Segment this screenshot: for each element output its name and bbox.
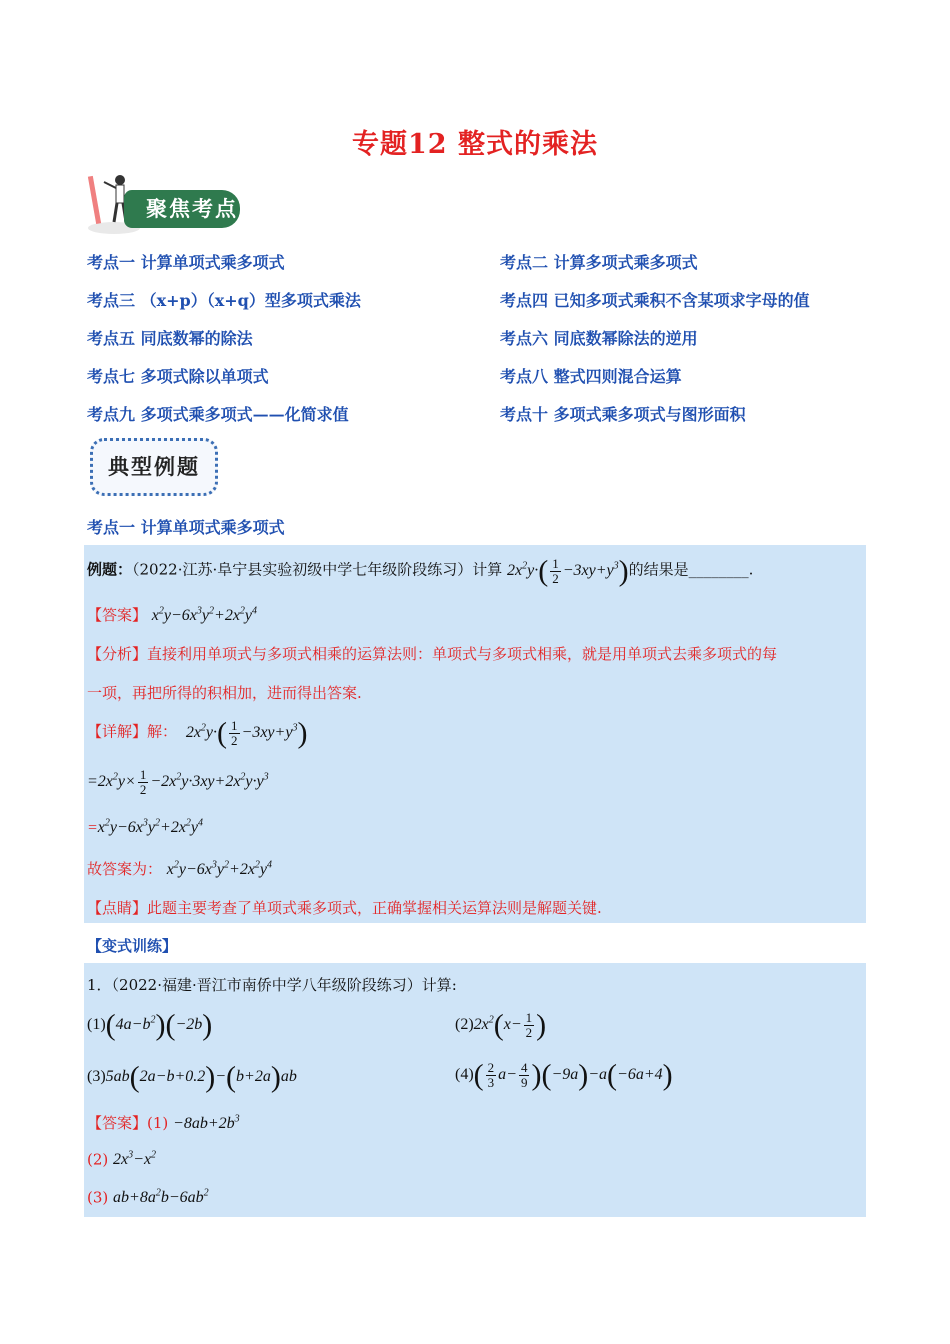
toc-item[interactable]: 考点三 （x+p）（x+q）型多项式乘法: [87, 291, 361, 310]
detail-line-2: [87, 768, 269, 797]
practice-answer-expression-1: $-8ab+2b^3$: [173, 1113, 240, 1132]
tip-label: 【点睛】: [87, 899, 148, 917]
detail-expression-3b: $x^2y-6x^3y^2+2x^2y^4$: [97, 818, 204, 837]
practice-answer-index-3: (3): [87, 1188, 109, 1207]
toc-item[interactable]: 考点六 同底数幂除法的逆用: [500, 329, 698, 348]
practice-expression-2: $(2)2x^2(x-$ $\frac{1}{2}$ ): [455, 1008, 547, 1041]
toc-item[interactable]: 考点九 多项式乘多项式——化简求值: [87, 405, 349, 424]
examples-badge-label: 典型例题: [108, 454, 200, 479]
analysis-text-1: 直接利用单项式与多项式相乘的运算法则：单项式与多项式相乘，就是用单项式去乘多项式的每: [147, 645, 778, 663]
detail-expression-2: $=2x^2y\times$ $\frac{1}{2}$ $-2x^2y\cdot 3xy+2x^2y\cdot y^3$: [87, 767, 269, 797]
detail-line-1: [87, 718, 307, 748]
practice-question: 1．（2022·福建·晋江市南侨中学八年级阶段练习）计算:: [87, 976, 457, 994]
tip-line: [87, 897, 602, 918]
example-question: [87, 556, 753, 586]
detail-label: 【详解】: [87, 722, 148, 741]
practice-item-1: [87, 1010, 212, 1040]
final-expression: $x^2y-6x^3y^2+2x^2y^4$: [166, 859, 273, 878]
practice-expression-1: $(1)(4a-b^2)(-2b)$: [87, 1008, 213, 1041]
example-source: （2022·江苏·阜宁县实验初级中学七年级阶段练习）计算: [132, 560, 503, 579]
analysis-text-2: 一项，再把所得的积相加，进而得出答案.: [87, 684, 362, 702]
focus-badge: [84, 166, 244, 236]
practice-item-4: [455, 1060, 673, 1090]
final-answer-line: [87, 858, 272, 879]
analysis-label: 【分析】: [87, 645, 148, 663]
toc-item[interactable]: 考点十 多项式乘多项式与图形面积: [500, 405, 746, 424]
detail-expression-1: $2x^2y\cdot$( $\frac{1}{2}$ $-3xy+y^3$): [181, 716, 308, 749]
page-title: 专题12 整式的乘法: [352, 129, 598, 160]
practice-answer-1: [87, 1112, 240, 1133]
examples-badge: [90, 438, 218, 496]
practice-answer-expression-2: $2x^3-x^2$: [113, 1150, 157, 1169]
toc-item[interactable]: 考点二 计算多项式乘多项式: [500, 253, 698, 272]
example-label: 例题：: [87, 560, 133, 579]
practice-answer-index-1: (1): [147, 1114, 169, 1132]
practice-expression-3: (3)5ab(2a−b+0.2)−(b+2a)ab: [87, 1060, 297, 1093]
toc-item[interactable]: 考点一 计算单项式乘多项式: [87, 253, 285, 272]
practice-heading: 【变式训练】: [87, 937, 178, 955]
practice-expression-4: (4)( $\frac{2}{3}$ a− $\frac{4}{9}$ )(−9a)−a(−6a+4): [455, 1058, 673, 1091]
toc-item[interactable]: 考点八 整式四则混合运算: [500, 367, 682, 386]
section-heading: 考点一 计算单项式乘多项式: [87, 518, 285, 537]
detail-expression-3: =: [87, 819, 98, 837]
toc-item[interactable]: 考点五 同底数幂的除法: [87, 329, 253, 348]
practice-answer-label: 【答案】: [87, 1114, 148, 1132]
example-answer: [87, 604, 257, 625]
analysis-line-1: [87, 643, 777, 664]
toc-item[interactable]: 考点四 已知多项式乘积不含某项求字母的值: [500, 291, 810, 310]
final-prefix: 故答案为：: [87, 860, 163, 878]
practice-answer-index-2: (2): [87, 1150, 109, 1169]
practice-answer-expression-3: $ab+8a^2b-6ab^2$: [113, 1188, 209, 1207]
tip-text: 此题主要考查了单项式乘多项式，正确掌握相关运算法则是解题关键.: [147, 899, 602, 917]
answer-label: 【答案】: [87, 606, 148, 624]
practice-answer-3: [87, 1188, 209, 1207]
focus-badge-label: 聚焦考点: [124, 190, 240, 228]
example-expression: $2x^2y\cdot$( $\frac{1}{2}$ $-3xy+y^3$): [507, 554, 629, 587]
practice-item-3: [87, 1062, 297, 1092]
practice-item-2: [455, 1010, 546, 1040]
answer-expression: $x^2y-6x^3y^2+2x^2y^4$: [151, 605, 258, 624]
practice-answer-2: [87, 1150, 156, 1169]
detail-prefix: 解：: [147, 722, 178, 741]
toc-item[interactable]: 考点七 多项式除以单项式: [87, 367, 269, 386]
detail-line-3: [87, 818, 203, 837]
example-tail: 的结果是________.: [628, 560, 754, 579]
